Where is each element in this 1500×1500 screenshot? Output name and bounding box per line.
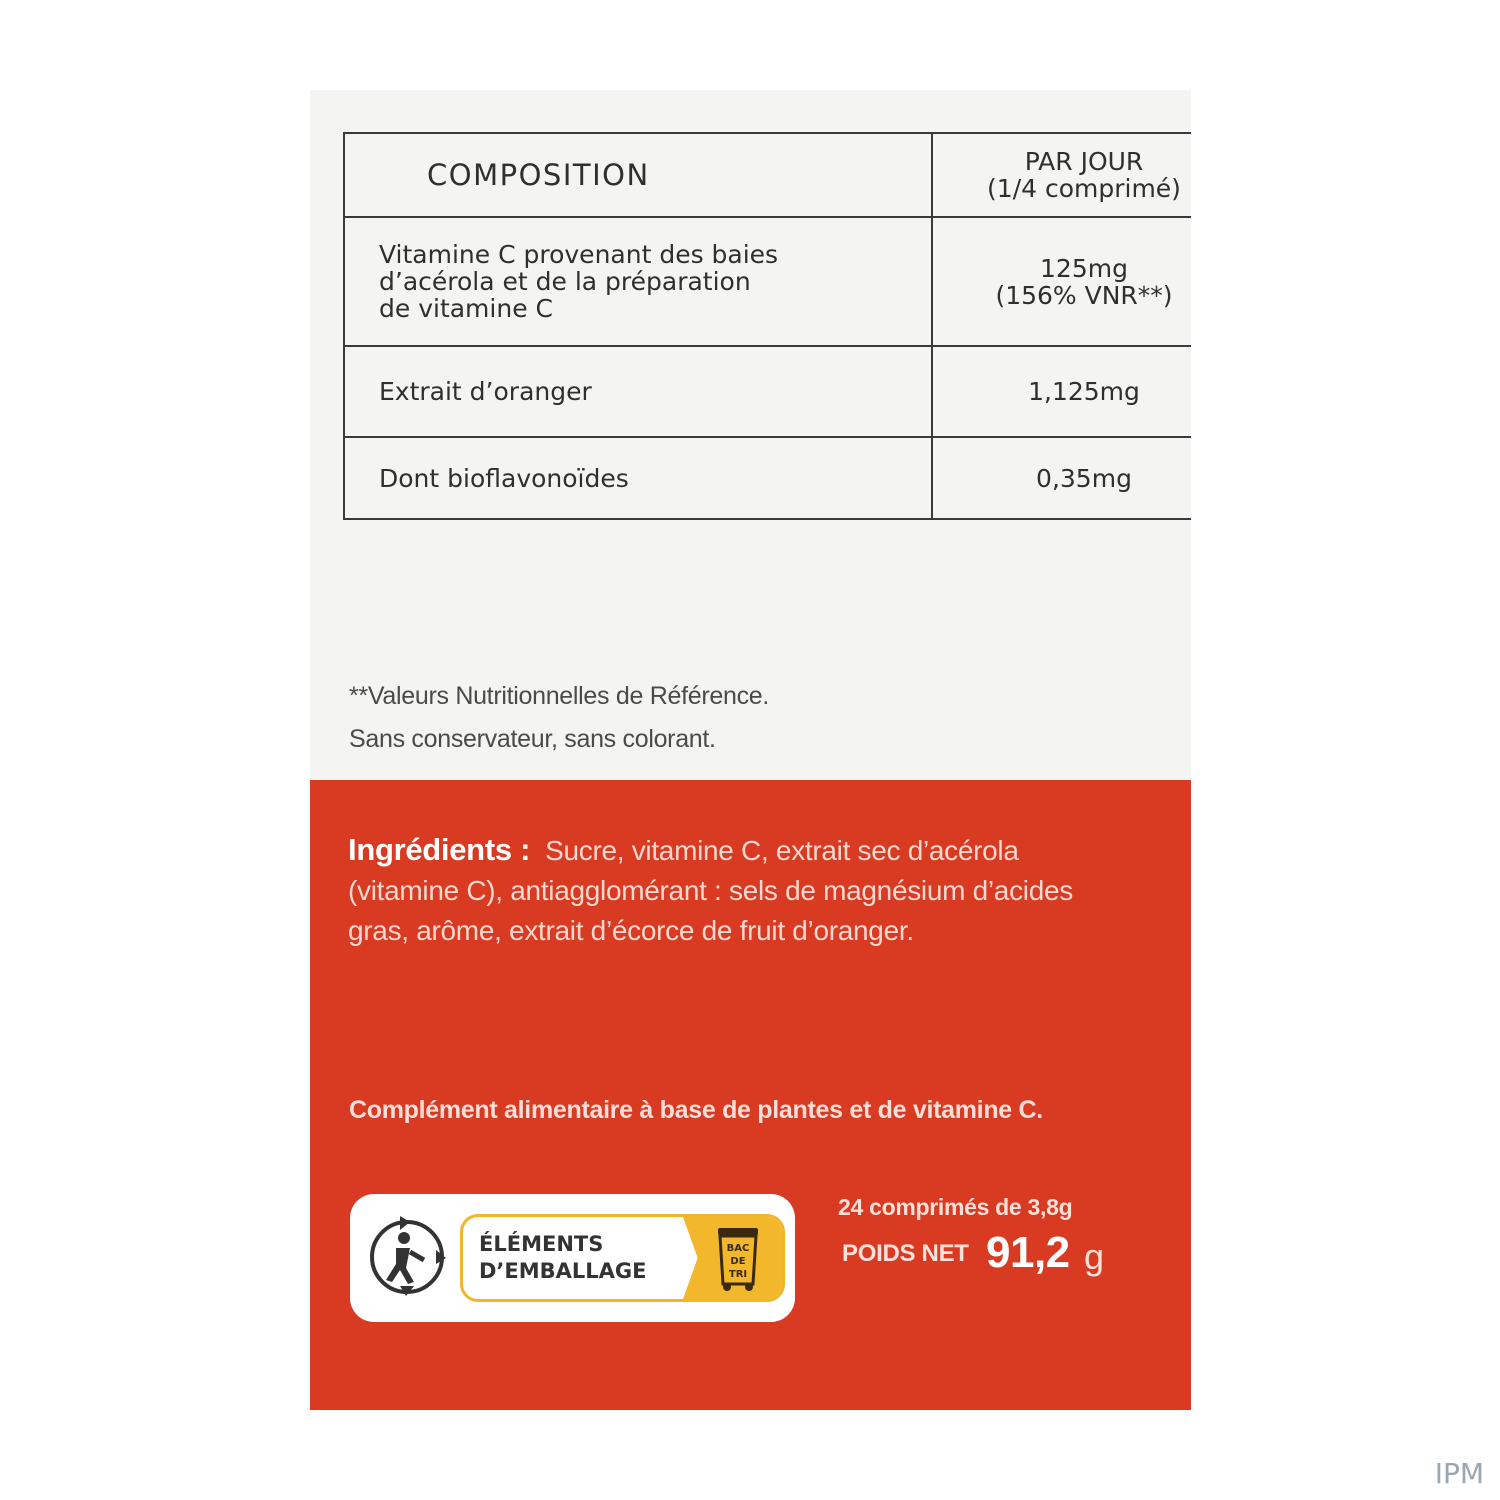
net-weight-unit: g [1084,1236,1105,1277]
name-line: de vitamine C [379,294,553,323]
table-header-row [344,133,1191,217]
sorting-bin-icon [714,1224,762,1292]
packaging-line: ÉLÉMENTS [479,1232,604,1256]
table-row [344,437,1191,519]
amount-line: 125mg [1040,253,1128,283]
header-composition: COMPOSITION [344,133,932,217]
ingredients-text [348,830,1158,951]
header-per-day [932,133,1191,217]
amount-line: 1,125mg [1028,377,1140,406]
ingredient-amount [932,346,1191,437]
footnote-vnr: **Valeurs Nutritionnelles de Référence. [349,682,770,710]
header-per-day-line: (1/4 comprimé) [987,174,1181,203]
recycling-person-icon [366,1216,448,1298]
bin-label-line: DE [730,1256,746,1267]
food-supplement-statement: Complément alimentaire à base de plantes et de vitamine C. [349,1096,1043,1124]
name-line: Dont bioflavonoïdes [379,463,629,493]
table-row [344,346,1191,437]
net-weight-value: 91,2 [986,1228,1070,1277]
white-panel [310,90,1191,780]
ingredients-line: Sucre, vitamine C, extrait sec d’acérola [545,835,1019,866]
composition-table [343,132,1191,520]
ingredients-label: Ingrédients : [348,832,531,867]
packaging-elements-pill [460,1214,785,1302]
ingredients-line: gras, arôme, extrait d’écorce de fruit d’oranger. [348,915,914,946]
triman-logo [350,1194,795,1322]
header-per-day-line: PAR JOUR [1024,147,1144,176]
ingredient-name [344,217,932,346]
ingredient-name [344,437,932,519]
ingredient-amount [932,217,1191,346]
packaging-line: D’EMBALLAGE [479,1259,647,1283]
footnote-no-preservative: Sans conservateur, sans colorant. [349,725,716,753]
name-line: d’acérola et de la préparation [379,267,751,296]
amount-line: (156% VNR**) [995,280,1173,310]
ingredient-amount [932,437,1191,519]
product-box-back [310,90,1191,1410]
sorting-bin-area [683,1217,785,1299]
amount-line: 0,35mg [1036,463,1132,493]
footnotes [349,675,769,761]
net-weight-label: POIDS NET [842,1240,969,1267]
name-line: Extrait d’oranger [379,377,592,406]
ingredient-name [344,346,932,437]
ingredients-line: (vitamine C), antiagglomérant : sels de magnésium d’acides [348,875,1073,906]
watermark-logo: IPM [1434,1457,1484,1490]
name-line: Vitamine C provenant des baies [379,240,779,269]
tablet-count: 24 comprimés de 3,8g [838,1194,1073,1220]
packaging-elements-text [479,1231,647,1285]
table-row [344,217,1191,346]
bin-label-line: TRI [728,1269,748,1280]
bin-label-line: BAC [726,1243,750,1254]
